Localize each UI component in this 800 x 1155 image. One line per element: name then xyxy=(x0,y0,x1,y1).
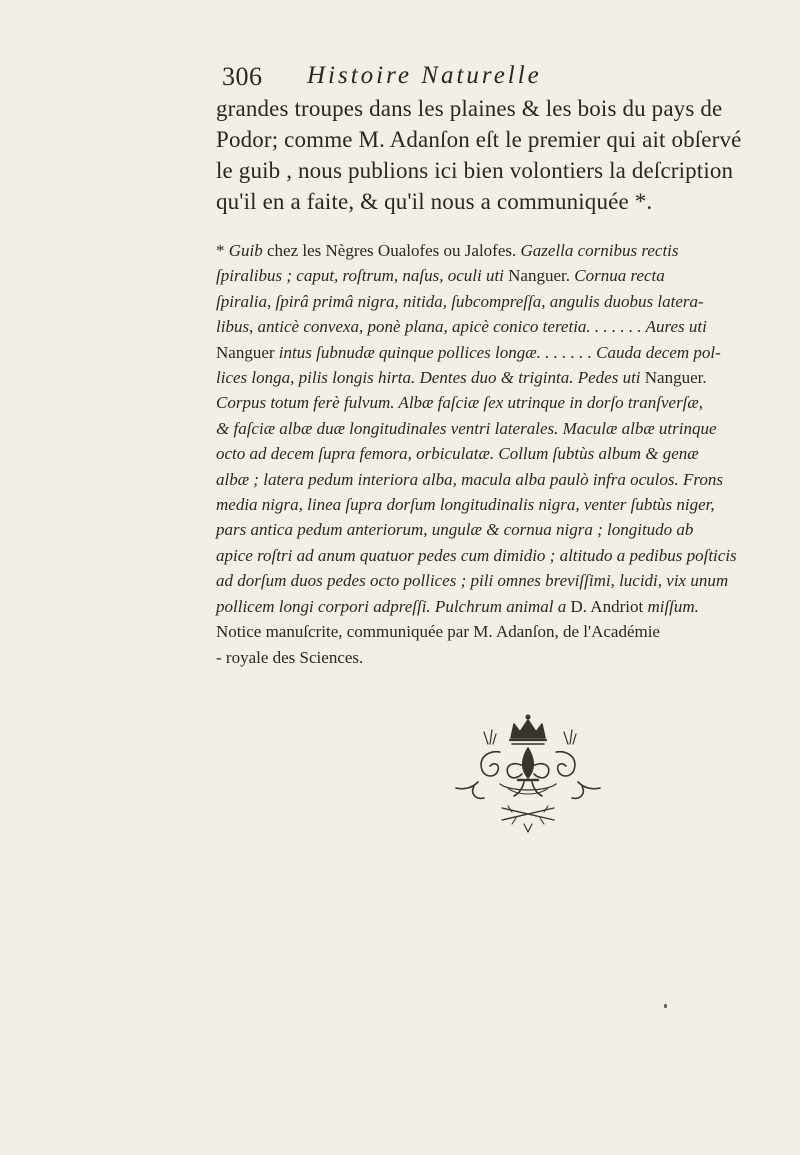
body-line: le guib , nous publions ici bien volontiers la deſcription xyxy=(216,158,734,183)
footnote-line: ad dorſum duos pedes octo pollices ; pili omnes breviſſimi, lucidi, vix unum xyxy=(216,571,729,591)
ink-speck xyxy=(664,1004,667,1008)
footnote-line: Notice manuſcrite, communiquée par M. Adanſon, de l'Académie xyxy=(216,622,660,642)
footnote-line: apice roſtri ad anum quatuor pedes cum dimidio ; altitudo a pedibus poſticis xyxy=(216,545,737,565)
body-paragraph xyxy=(216,93,764,217)
footnote-line: albæ ; latera pedum interiora alba, macula alba paulò infra oculos. Frons xyxy=(216,469,723,489)
footnote-line: ſpiralibus ; caput, roſtrum, naſus, oculi uti Nanguer. Cornua recta xyxy=(216,266,665,286)
footnote xyxy=(216,238,766,670)
crown-fleur-de-lis-ornament-icon xyxy=(438,712,618,842)
body-line: grandes troupes dans les plaines & les bois du pays de xyxy=(216,96,723,121)
running-head: Histoire Naturelle xyxy=(307,62,542,89)
page-header xyxy=(222,62,762,96)
footnote-line: - royale des Sciences. xyxy=(216,647,364,667)
body-line: qu'il en a faite, & qu'il nous a communiquée *. xyxy=(216,189,653,214)
footnote-line: octo ad decem ſupra femora, orbiculatæ. Collum ſubtùs album & genæ xyxy=(216,444,699,464)
footnote-line: & faſciæ albæ duæ longitudinales ventri laterales. Maculæ albæ utrinque xyxy=(216,418,717,438)
footnote-line: * Guib chez les Nègres Oualofes ou Jalofes. Gazella cornibus rectis xyxy=(216,241,679,260)
footnote-line: media nigra, linea ſupra dorſum longitudinalis nigra, venter ſubtùs niger, xyxy=(216,495,715,515)
footnote-line: pollicem longi corpori adpreſſi. Pulchrum animal a D. Andriot miſſum. xyxy=(216,596,699,616)
footnote-line: libus, anticè convexa, ponè plana, apicè conico teretia. . . . . . . Aures uti xyxy=(216,317,707,337)
footnote-line: Nanguer intus ſubnudæ quinque pollices longæ. . . . . . . Cauda decem pol- xyxy=(216,342,721,362)
page-number: 306 xyxy=(222,62,263,91)
footnote-line: pars antica pedum anteriorum, ungulæ & cornua nigra ; longitudo ab xyxy=(216,520,694,540)
body-line: Podor; comme M. Adanſon eſt le premier qui ait obſervé xyxy=(216,127,742,152)
footnote-line: Corpus totum ferè fulvum. Albæ faſciæ ſex utrinque in dorſo tranſverſæ, xyxy=(216,393,703,413)
footnote-line: lices longa, pilis longis hirta. Dentes duo & triginta. Pedes uti Nanguer. xyxy=(216,368,707,388)
footnote-line: ſpiralia, ſpirâ primâ nigra, nitida, ſubcompreſſa, angulis duobus latera- xyxy=(216,291,704,311)
